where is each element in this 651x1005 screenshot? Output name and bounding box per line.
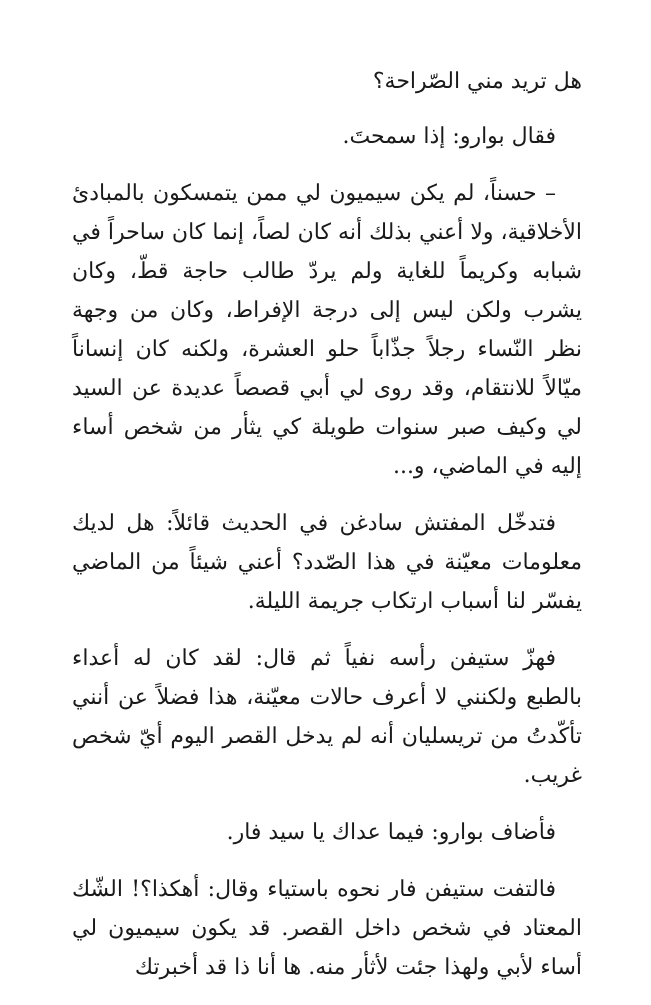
paragraph-stephen-answer: فهزّ ستيفن رأسه نفياً ثم قال: لقد كان له أعداء بالطبع ولكنني لا أعرف حالات معيّنة، هذا فضلاً عن أنني تأكّدتُ من تريسليان أنه لم يدخل القصر اليوم أيّ شخص غريب. [72,646,582,788]
paragraph-poirot-reply: فقال بوارو: إذا سمحتَ. [342,124,556,149]
paragraph-simeon-description: – حسناً، لم يكن سيميون لي ممن يتمسكون بالمبادئ الأخلاقية، ولا أعني بذلك أنه كان لصاً، إنما كان ساحراً في شبابه وكريماً للغاية ولم يردّ طالب حاجة قطّ، وكان يشرب ولكن ليس إلى درجة الإفراط، وكان من وجهة نظر النّساء رجلاً جذّاباً حلو العشرة، ولكنه كان إنساناً ميّالاً للانتقام، وقد روى لي أبي قصصاً عديدة عن السيد لي وكيف صبر سنوات طويلة كي يثأر من شخص أساء إليه في الماضي، و... [72,181,582,479]
paragraph-stephen-reaction: فالتفت ستيفن فار نحوه باستياء وقال: أهكذا؟! الشّك المعتاد في شخص داخل القصر. قد يكون سيميون لي أساء لأبي ولهذا جئت لأثأر منه. ها أنا ذا قد أخبرتك [72,877,582,980]
paragraph-poirot-addition: فأضاف بوارو: فيما عداك يا سيد فار. [226,820,556,845]
paragraph-inspector-question: فتدخّل المفتش سادغن في الحديث قائلاً: هل لديك معلومات معيّنة في هذا الصّدد؟ أعني شيئاً من الماضي يفسّر لنا أسباب ارتكاب جريمة الليلة. [72,511,582,614]
book-page [72,62,582,1005]
paragraph-question: هل تريد مني الصّراحة؟ [372,69,582,94]
